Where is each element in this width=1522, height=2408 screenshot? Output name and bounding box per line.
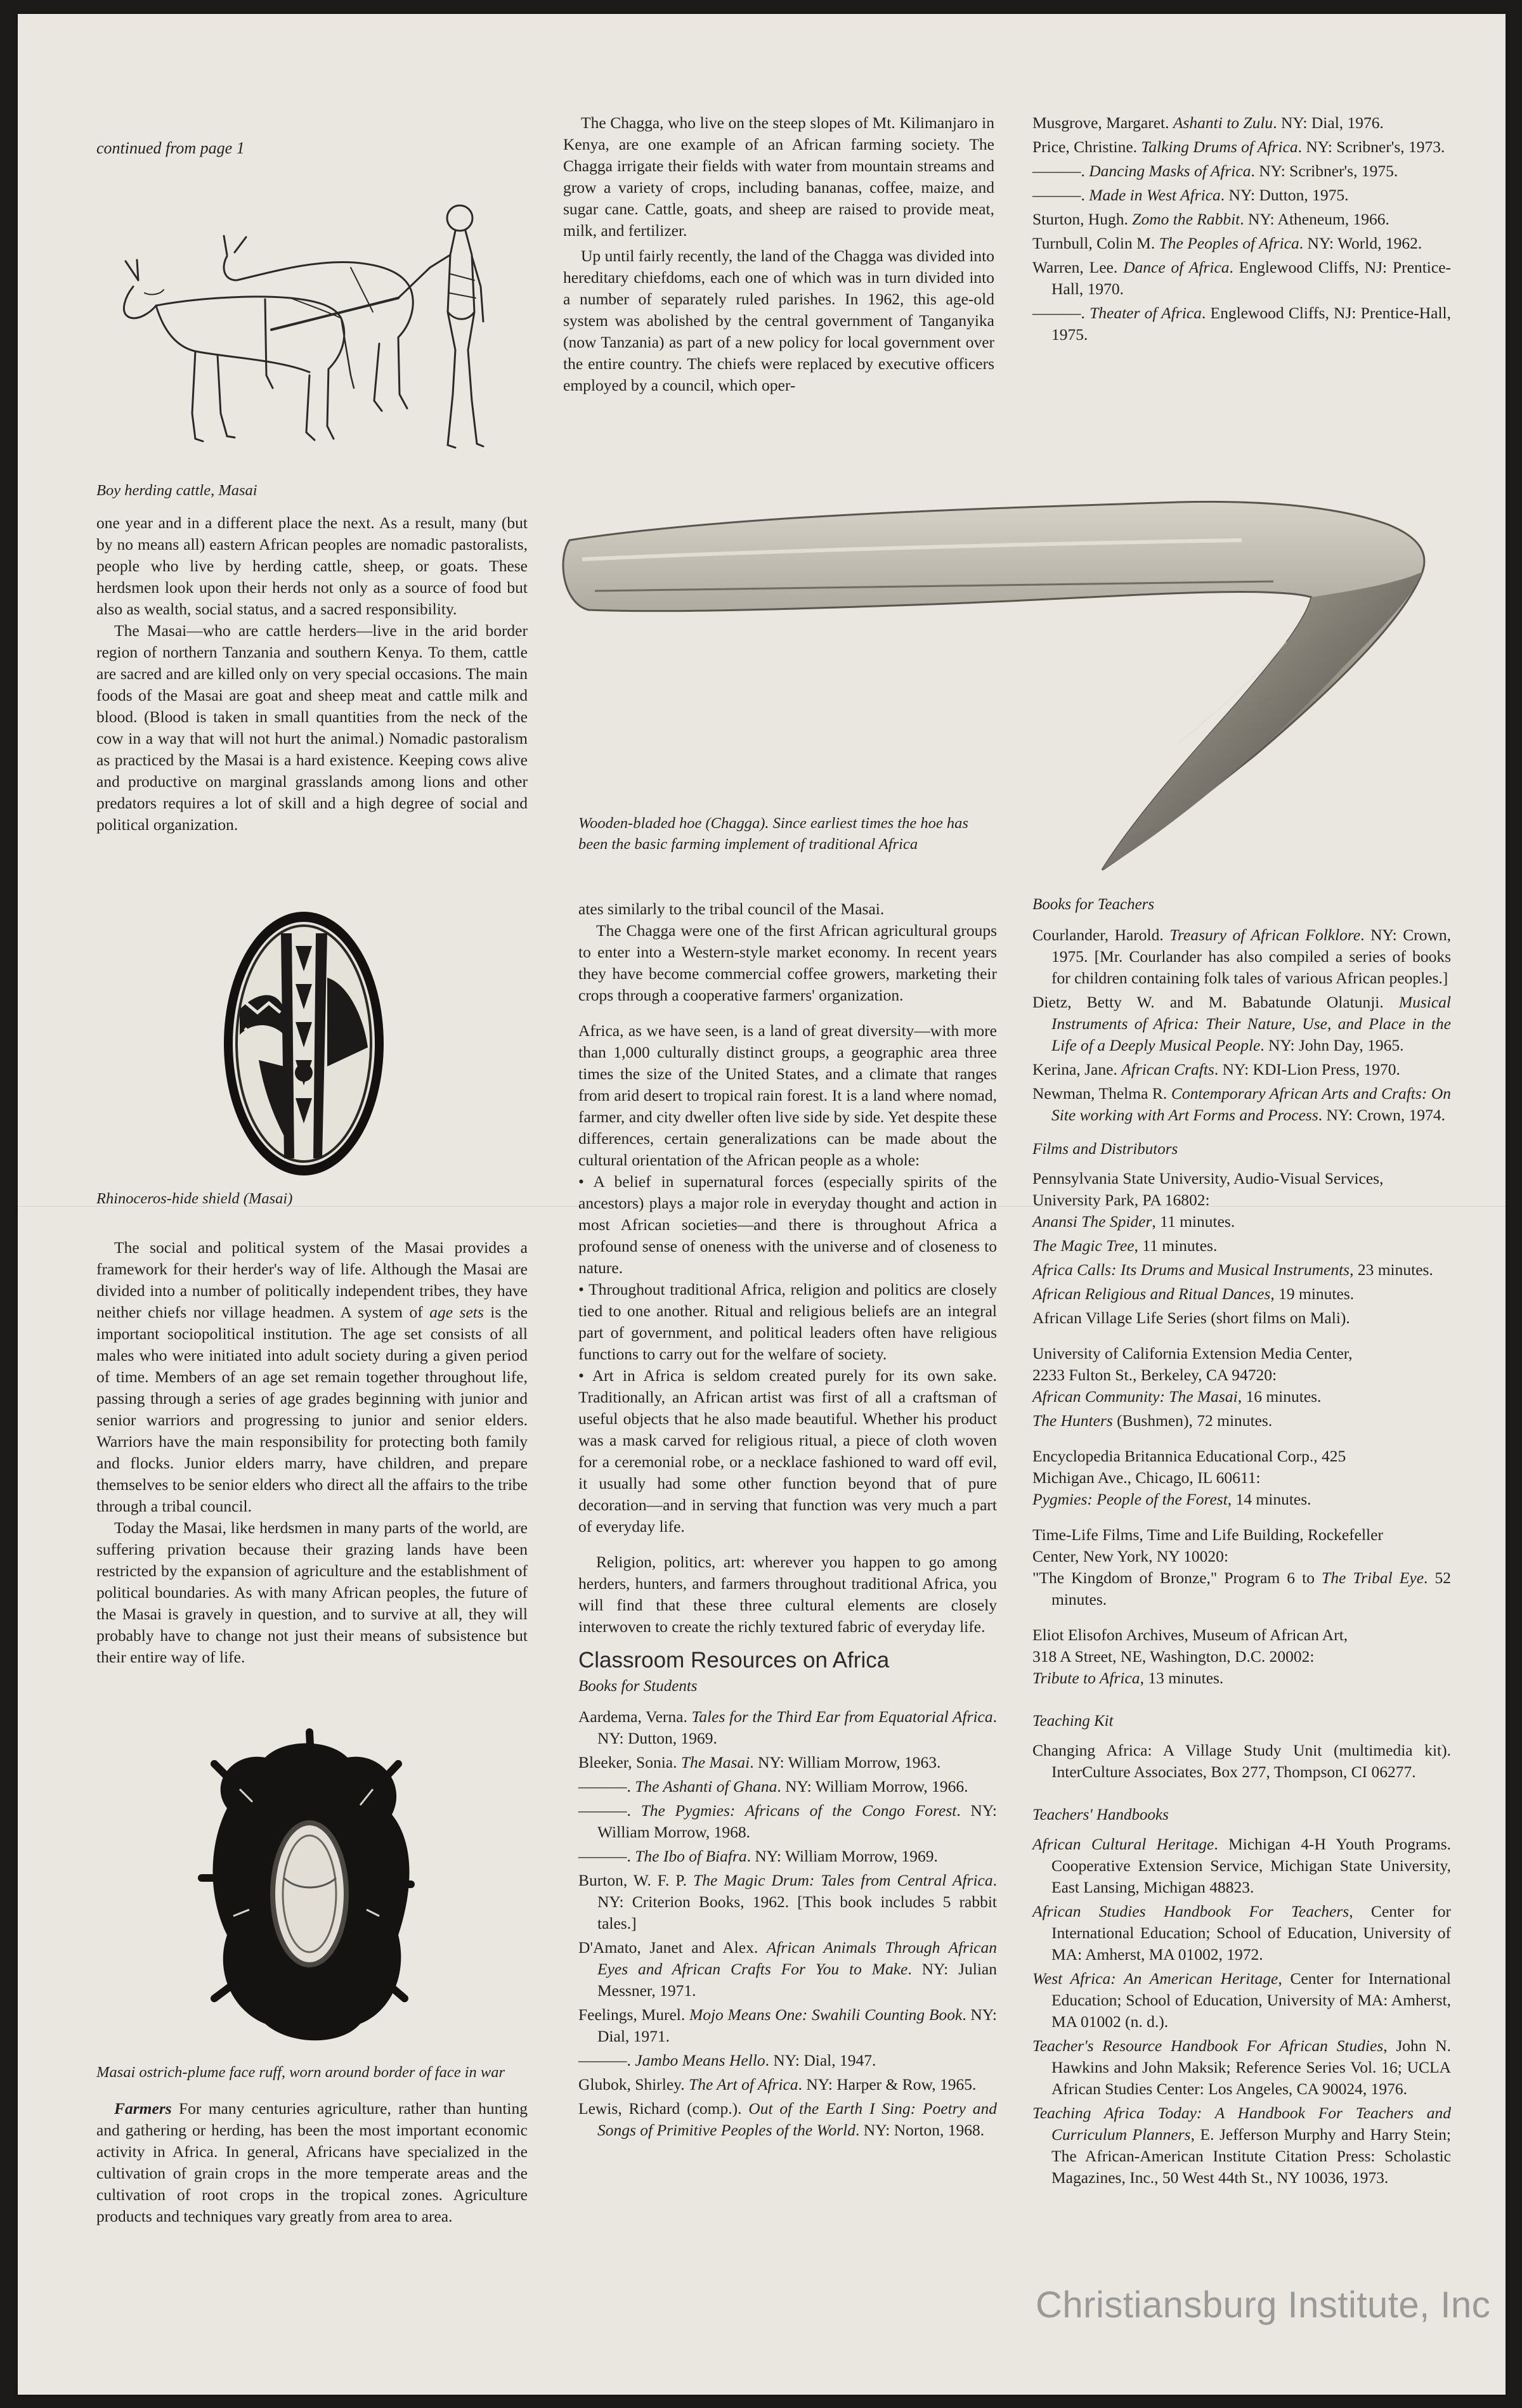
distributor-address: Center, New York, NY 10020: xyxy=(1032,1547,1228,1565)
film-item: African Religious and Ritual Dances, 19 minutes. xyxy=(1032,1285,1355,1303)
paragraph: Up until fairly recently, the land of the Chagga was divided into hereditary chiefdoms, each one of which was in turn divided into a number of separately ruled parishes. In 1962, this age-old system was abolished by the central government of Tanganyika (now Tanzania) as part of a new policy for local government over the entire country. The chiefs were replaced by executive officers employed by a council, which oper- xyxy=(563,247,994,394)
paragraph: ates similarly to the tribal council of the Masai. xyxy=(578,900,885,918)
bullet-paragraph: • A belief in supernatural forces (especially spirits of the ancestors) plays a major role in everyday thought and action in most African societies—and there is throughout Africa a profound sense of oneness with the universe and of closeness to nature. xyxy=(578,1172,997,1277)
book-entry: Bleeker, Sonia. The Masai. NY: William Morrow, 1963. xyxy=(578,1753,941,1771)
resources-title: Classroom Resources on Africa xyxy=(578,1648,890,1673)
handbook-entry: Teacher's Resource Handbook For African Studies, John N. Hawkins and John Maksik; Reference Series Vol. 16; UCLA African Studies Center: Los Angeles, CA 90024, 1976. xyxy=(1032,2036,1452,2098)
shield-caption: Rhinoceros-hide shield (Masai) xyxy=(96,1190,293,1207)
book-entry: Lewis, Richard (comp.). Out of the Earth I Sing: Poetry and Songs of Primitive Peoples of the World. NY: Norton, 1968. xyxy=(578,2099,997,2139)
book-entry: ———. The Ibo of Biafra. NY: William Morrow, 1969. xyxy=(578,1847,938,1865)
film-item: Anansi The Spider, 11 minutes. xyxy=(1032,1212,1235,1231)
book-entry: ———. The Ashanti of Ghana. NY: William Morrow, 1966. xyxy=(578,1777,968,1796)
film-item: The Magic Tree, 11 minutes. xyxy=(1032,1236,1218,1255)
paragraph: The social and political system of the Masai provides a framework for their herder's way of life. Although the Masai are divided into a number of politically independent tribes, they have neither chiefs nor village headmen. A system of age sets is the important sociopolitical institution. The age set consists of all males who were initiated into adult society during a given period of time. Members of an age set remain together throughout life, passing through a series of age grades beginning with junior and senior warriors and progressing to junior and senior elders. Warriors have the main responsibility for protecting both family and flocks. Junior elders marry, have children, and prepare themselves to be senior elders who direct all the affairs to the tribe through a tribal council. xyxy=(96,1238,528,1515)
distributor-name: Pennsylvania State University, Audio-Visual Services, xyxy=(1032,1169,1384,1188)
book-entry: Turnbull, Colin M. The Peoples of Africa. NY: World, 1962. xyxy=(1032,234,1422,252)
film-item: Pygmies: People of the Forest, 14 minutes. xyxy=(1032,1490,1311,1508)
paragraph: Today the Masai, like herdsmen in many parts of the world, are suffering privation because their grazing lands have been restricted by the expansion of agriculture and the establishment of political boundaries. As with many African peoples, the future of the Masai is gravely in question, and to survive at all, they will probably have to change not just their means of subsistence but their entire way of life. xyxy=(96,1518,528,1666)
shield-illustration xyxy=(221,908,387,1179)
column-left xyxy=(96,138,528,159)
book-entry: Musgrove, Margaret. Ashanti to Zulu. NY: Dial, 1976. xyxy=(1032,113,1384,132)
film-item: "The Kingdom of Bronze," Program 6 to The Tribal Eye. 52 minutes. xyxy=(1032,1569,1451,1609)
column-right-top xyxy=(1032,112,1451,348)
book-entry: Warren, Lee. Dance of Africa. Englewood Cliffs, NJ: Prentice-Hall, 1970. xyxy=(1032,258,1452,298)
newsletter-page xyxy=(18,14,1506,2395)
book-entry: Sturton, Hugh. Zomo the Rabbit. NY: Atheneum, 1966. xyxy=(1032,210,1389,228)
bullet-paragraph: • Art in Africa is seldom created purely for its own sake. Traditionally, an African artist was first of all a craftsman of useful objects that he also made beautiful. Whether his product was a mask carved for religious ritual, a piece of cloth woven for a ceremonial robe, or a necklace fashioned to ward off evil, it usually had some other function beyond that of pure decoration—and in serving that function was very much a part of everyday life. xyxy=(578,1366,997,1536)
column-middle-top xyxy=(563,112,994,396)
book-entry: Newman, Thelma R. Contemporary African Arts and Crafts: On Site working with Art Forms and Process. NY: Crown, 1974. xyxy=(1032,1084,1452,1124)
cattle-caption: Boy herding cattle, Masai xyxy=(96,482,257,499)
column-left-body-2 xyxy=(96,1188,528,1668)
teachers-book-list xyxy=(1032,924,1451,1126)
film-list xyxy=(1032,1386,1451,1432)
book-entry: ———. Theater of Africa. Englewood Cliffs, NJ: Prentice-Hall, 1975. xyxy=(1032,304,1451,344)
book-entry: Courlander, Harold. Treasury of African Folklore. NY: Crown, 1975. [Mr. Courlander has also compiled a series of books for children containing folk tales of various African peoples.] xyxy=(1032,926,1451,987)
film-item: Africa Calls: Its Drums and Musical Instruments, 23 minutes. xyxy=(1032,1260,1433,1279)
students-book-list xyxy=(578,1706,997,2141)
handbooks-heading: Teachers' Handbooks xyxy=(1032,1806,1169,1823)
teaching-kit-heading: Teaching Kit xyxy=(1032,1712,1114,1730)
students-heading: Books for Students xyxy=(578,1678,698,1695)
distributor-address: Michigan Ave., Chicago, IL 60611: xyxy=(1032,1468,1261,1487)
paragraph: Africa, as we have seen, is a land of great diversity—with more than 1,000 culturally distinct groups, a geographic area three times the size of the United States, and a climate that ranges from arid desert to tropical rain forest. It is a land where nomad, farmer, and city dweller often live side by side. Yet despite these differences, certain generalizations can be made about the cultural orientation of the African people as a whole: xyxy=(578,1021,997,1169)
film-item: African Village Life Series (short films on Mali). xyxy=(1032,1309,1350,1327)
paragraph: The Chagga were one of the first African agricultural groups to enter into a Western-style market economy. In recent years they have become commercial coffee growers, marketing their crops through a cooperative farmers' organization. xyxy=(578,921,997,1004)
handbook-entry: Teaching Africa Today: A Handbook For Teachers and Curriculum Planners, E. Jefferson Murphy and Harry Stein; The African-American Institute Citation Press: Scholastic Magazines, Inc., 50 West 44th St., NY 10036, 1973. xyxy=(1032,2104,1451,2187)
ruff-caption: Masai ostrich-plume face ruff, worn around border of face in war xyxy=(96,2064,505,2081)
column-right-body xyxy=(1032,894,1451,2191)
book-entry: ———. Dancing Masks of Africa. NY: Scribner's, 1975. xyxy=(1032,162,1398,180)
distributor-address: 318 A Street, NE, Washington, D.C. 20002: xyxy=(1032,1647,1315,1666)
paragraph: Religion, politics, art: wherever you happen to go among herders, hunters, and farmers throughout traditional Africa, you will find that these three cultural elements are closely interwoven to create the richly textured fabric of everyday life. xyxy=(578,1553,997,1636)
distributor-name: Time-Life Films, Time and Life Building, Rockefeller xyxy=(1032,1525,1383,1544)
book-entry: Aardema, Verna. Tales for the Third Ear from Equatorial Africa. NY: Dutton, 1969. xyxy=(578,1707,997,1747)
book-entry: Kerina, Jane. African Crafts. NY: KDI-Lion Press, 1970. xyxy=(1032,1060,1400,1078)
hoe-caption-block xyxy=(578,813,997,855)
paragraph: Farmers For many centuries agriculture, rather than hunting and gathering or herding, has been the most important economic activity in Africa. In general, Africans have specialized in the cultivation of grain crops in the more temperate areas and the cultivation of root crops in the tropical zones. Agriculture products and techniques vary greatly from area to area. xyxy=(96,2099,528,2225)
book-entry: Price, Christine. Talking Drums of Africa. NY: Scribner's, 1973. xyxy=(1032,138,1445,156)
book-entry: ———. Jambo Means Hello. NY: Dial, 1947. xyxy=(578,2051,876,2069)
film-item: African Community: The Masai, 16 minutes. xyxy=(1032,1387,1322,1406)
handbook-entry: African Cultural Heritage. Michigan 4-H Youth Programs. Cooperative Extension Service, Michigan State University, East Lansing, Michigan 48823. xyxy=(1032,1835,1451,1896)
column-middle-body xyxy=(578,898,997,2144)
handbook-entry: African Studies Handbook For Teachers, Center for International Education; School of Education, University of MA: Amherst, MA 01002, 1972. xyxy=(1032,1902,1451,1964)
book-entry: D'Amato, Janet and Alex. African Animals Through African Eyes and African Crafts For You to Make. NY: Julian Messner, 1971. xyxy=(578,1938,997,2000)
teaching-kit-entry: Changing Africa: A Village Study Unit (multimedia kit). InterCulture Associates, Box 277, Thompson, CI 06277. xyxy=(1032,1741,1451,1781)
distributor-address: 2233 Fulton St., Berkeley, CA 94720: xyxy=(1032,1366,1277,1384)
handbook-list xyxy=(1032,1834,1451,2189)
column-left-body-3 xyxy=(96,2062,528,2227)
book-entry: Glubok, Shirley. The Art of Africa. NY: Harper & Row, 1965. xyxy=(578,2075,977,2094)
film-item: Tribute to Africa, 13 minutes. xyxy=(1032,1669,1224,1687)
teachers-heading: Books for Teachers xyxy=(1032,896,1155,913)
handbook-entry: West Africa: An American Heritage, Center for International Education; School of Education, University of MA: Amherst, MA 01002 (n. d.). xyxy=(1032,1969,1452,2031)
continued-note: continued from page 1 xyxy=(96,139,245,157)
cattle-herding-illustration xyxy=(100,185,531,477)
farmers-heading: Farmers xyxy=(114,2099,172,2118)
book-entry: Feelings, Murel. Mojo Means One: Swahili Counting Book. NY: Dial, 1971. xyxy=(578,2005,998,2045)
column-left-body xyxy=(96,480,528,836)
students-book-list-continued xyxy=(1032,112,1451,346)
book-entry: Burton, W. F. P. The Magic Drum: Tales from Central Africa. NY: Criterion Books, 1962. [This book includes 5 rabbit tales.] xyxy=(578,1871,997,1932)
distributor-name: Encyclopedia Britannica Educational Corp., 425 xyxy=(1032,1447,1346,1465)
films-heading: Films and Distributors xyxy=(1032,1141,1178,1158)
distributor-name: Eliot Elisofon Archives, Museum of African Art, xyxy=(1032,1626,1348,1644)
book-entry: ———. The Pygmies: Africans of the Congo Forest. NY: William Morrow, 1968. xyxy=(578,1801,997,1841)
bullet-paragraph: • Throughout traditional Africa, religion and politics are closely tied to one another. Ritual and religious beliefs are an integral part of government, and political leaders often have religious functions to carry out for the welfare of society. xyxy=(578,1280,997,1363)
watermark: Christiansburg Institute, Inc xyxy=(1036,2284,1491,2326)
distributor-name: University of California Extension Media Center, xyxy=(1032,1344,1353,1363)
book-entry: ———. Made in West Africa. NY: Dutton, 1975. xyxy=(1032,186,1349,204)
paragraph: The Masai—who are cattle herders—live in the arid border region of northern Tanzania and southern Kenya. To them, cattle are sacred and are killed only on very special occasions. The main foods of the Masai are goat and sheep meat and cattle milk and blood. (Blood is taken in small quantities from the neck of the cow in a way that will not hurt the animal.) Nomadic pastoralism as practiced by the Masai is a hard existence. Keeping cows alive and productive on marginal grasslands among lions and other predators requires a lot of skill and a high degree of social and political organization. xyxy=(96,621,528,834)
paragraph: one year and in a different place the next. As a result, many (but by no means all) eastern African peoples are nomadic pastoralists, people who live by herding cattle, sheep, or goats. These herdsmen look upon their herds not only as a source of food but also as wealth, social status, and a sacred responsibility. xyxy=(96,514,528,618)
book-entry: Dietz, Betty W. and M. Babatunde Olatunji. Musical Instruments of Africa: Their Nature, Use, and Place in the Life of a Deeply Musical People. NY: John Day, 1965. xyxy=(1032,993,1451,1054)
film-list xyxy=(1032,1211,1451,1329)
hoe-caption: Wooden-bladed hoe (Chagga). Since earliest times the hoe has been the basic farming implement of traditional Africa xyxy=(578,815,968,853)
face-ruff-illustration xyxy=(189,1726,436,2055)
distributor-address: University Park, PA 16802: xyxy=(1032,1191,1210,1209)
paragraph: The Chagga, who live on the steep slopes of Mt. Kilimanjaro in Kenya, are one example of an African farming society. The Chagga irrigate their fields with water from mountain streams and grow a variety of crops, including bananas, coffee, maize, and sugar cane. Cattle, goats, and sheep are raised to provide meat, milk, and fertilizer. xyxy=(563,113,994,240)
film-item: The Hunters (Bushmen), 72 minutes. xyxy=(1032,1411,1273,1430)
